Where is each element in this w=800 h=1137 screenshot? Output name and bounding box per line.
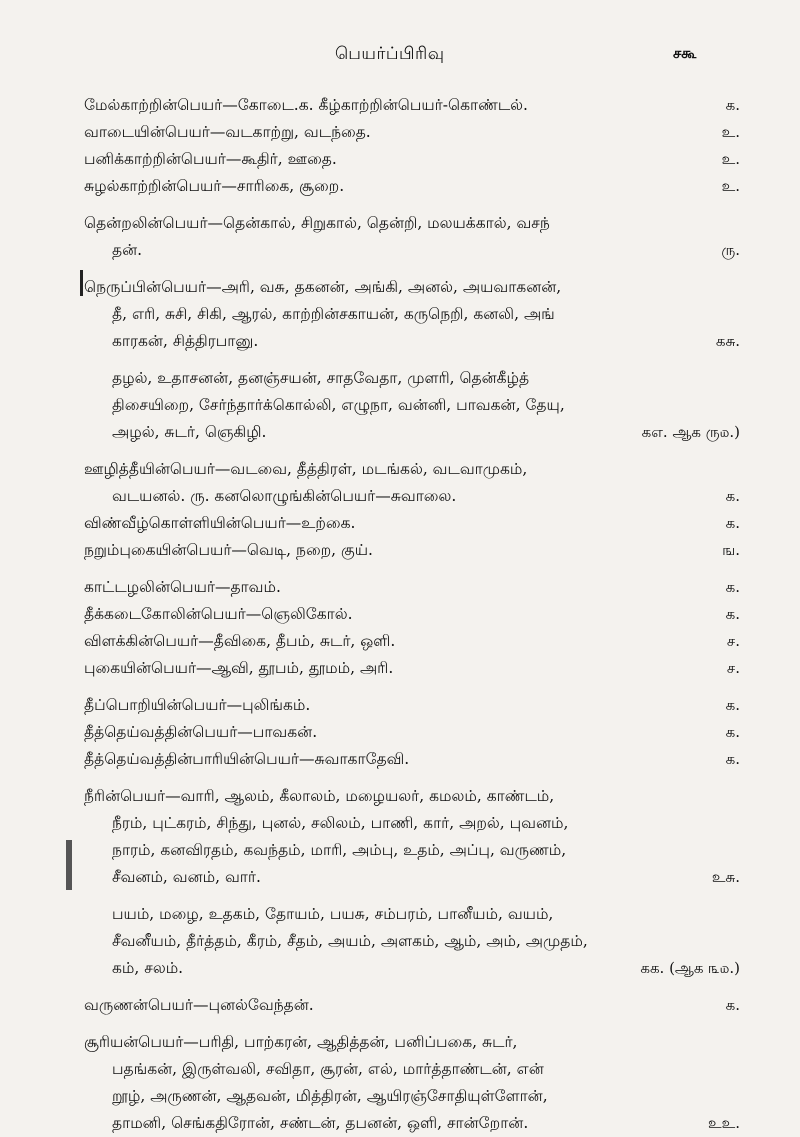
- dictionary-entry: [84, 601, 740, 628]
- running-title: பெயர்ப்பிரிவு: [335, 44, 445, 64]
- entry-spacer: [84, 682, 740, 692]
- entry-line: [84, 928, 740, 955]
- entry-line: [84, 510, 740, 537]
- entry-text: விளக்கின்பெயர்—தீவிகை, தீபம், சுடர், ஒளி.: [84, 632, 396, 650]
- entry-line: [84, 655, 740, 682]
- entry-count: உ.: [721, 123, 740, 141]
- entry-text: றூழ், அருணன், ஆதவன், மித்திரன், ஆயிரஞ்சோதியுள்ளோன்,: [112, 1087, 548, 1105]
- entry-line: [84, 837, 740, 864]
- entry-count: க.: [725, 723, 740, 741]
- dictionary-entry: [84, 1029, 740, 1137]
- page-header: [0, 40, 800, 70]
- entry-count: உசு.: [711, 868, 740, 886]
- entry-line: [84, 419, 740, 446]
- entry-count: உ.: [721, 150, 740, 168]
- entry-text: தழல், உதாசனன், தனஞ்சயன், சாதவேதா, முளரி, தென்கீழ்த்: [112, 369, 530, 387]
- entry-spacer: [84, 355, 740, 365]
- entry-line: [84, 1110, 740, 1137]
- dictionary-entry: [84, 274, 740, 355]
- entry-text: கம், சலம்.: [112, 959, 184, 977]
- entry-line: [84, 783, 740, 810]
- entry-line: [84, 210, 740, 237]
- dictionary-entry: [84, 92, 740, 119]
- entry-text: அழல், சுடர், ஞெகிழி.: [112, 423, 267, 441]
- dictionary-entry: [84, 783, 740, 891]
- dictionary-entry: [84, 719, 740, 746]
- entry-line: [84, 1029, 740, 1056]
- entry-text: சுழல்காற்றின்பெயர்—சாரிகை, சூறை.: [84, 177, 345, 195]
- entry-text: தீத்தெய்வத்தின்பாரியின்பெயர்—சுவாகாதேவி.: [84, 750, 410, 768]
- entry-line: [84, 864, 740, 891]
- entry-text: திசையிறை, சேர்ந்தார்க்கொல்லி, எழுநா, வன்னி, பாவகன், தேயு,: [112, 396, 565, 414]
- entry-spacer: [84, 564, 740, 574]
- entry-text: தாமனி, செங்கதிரோன், சண்டன், தபனன், ஒளி, சான்றோன்.: [112, 1114, 529, 1132]
- entry-text: புகையின்பெயர்—ஆவி, தூபம், தூமம், அரி.: [84, 659, 394, 677]
- entry-line: [84, 146, 740, 173]
- dictionary-entry: [84, 456, 740, 510]
- entry-text: தீக்கடைகோலின்பெயர்—ஞெலிகோல்.: [84, 605, 353, 623]
- entry-line: [84, 992, 740, 1019]
- dictionary-entry: [84, 537, 740, 564]
- entries-list: [84, 92, 740, 1137]
- entry-count: உஉ.: [708, 1114, 740, 1132]
- entry-line: [84, 537, 740, 564]
- dictionary-entry: [84, 746, 740, 773]
- entry-text: சீவனீயம், தீர்த்தம், கீரம், சீதம், அயம், அளகம், ஆம், அம், அமுதம்,: [112, 932, 588, 950]
- entry-text: பயம், மழை, உதகம், தோயம், பயசு, சம்பரம், பானீயம், வயம்,: [112, 905, 554, 923]
- entry-line: [84, 392, 740, 419]
- entry-count: க.: [725, 605, 740, 623]
- entry-line: [84, 301, 740, 328]
- dictionary-entry: [84, 119, 740, 146]
- entry-text: வடயனல். ரு. கனலொழுங்கின்பெயர்—சுவாலை.: [112, 487, 457, 505]
- binding-mark: [66, 840, 72, 890]
- dictionary-entry: [84, 146, 740, 173]
- entry-text: பதங்கன், இருள்வலி, சவிதா, சூரன், எல், மார்த்தாண்டன், என்: [112, 1060, 544, 1078]
- entry-line: [84, 1056, 740, 1083]
- entry-count: ச.: [726, 659, 740, 677]
- entry-count: கக. (ஆக ௩௰.): [640, 959, 740, 977]
- entry-text: தீத்தெய்வத்தின்பெயர்—பாவகன்.: [84, 723, 318, 741]
- entry-line: [84, 810, 740, 837]
- entry-text: தென்றலின்பெயர்—தென்கால், சிறுகால், தென்றி, மலயக்கால், வசந்: [84, 214, 550, 232]
- entry-count: ச.: [726, 632, 740, 650]
- entry-count: உ.: [721, 177, 740, 195]
- entry-text: பனிக்காற்றின்பெயர்—கூதிர், ஊதை.: [84, 150, 337, 168]
- entry-text: சீவனம், வனம், வார்.: [112, 868, 261, 886]
- entry-line: [84, 901, 740, 928]
- entry-text: ஊழித்தீயின்பெயர்—வடவை, தீத்திரள், மடங்கல், வடவாமுகம்,: [84, 460, 528, 478]
- entry-line: [84, 1083, 740, 1110]
- entry-spacer: [84, 1019, 740, 1029]
- entry-line: [84, 719, 740, 746]
- entry-line: [84, 173, 740, 200]
- entry-line: [84, 119, 740, 146]
- dictionary-entry: [84, 510, 740, 537]
- entry-text: சூரியன்பெயர்—பரிதி, பாற்கரன், ஆதித்தன், பனிப்பகை, சுடர்,: [84, 1033, 518, 1051]
- entry-text: நாரம், கனவிரதம், கவந்தம், மாரி, அம்பு, உதம், அப்பு, வருணம்,: [112, 841, 567, 859]
- entry-count: ரு.: [721, 241, 740, 259]
- dictionary-entry: [84, 692, 740, 719]
- entry-line: [84, 746, 740, 773]
- entry-count: க.: [725, 96, 740, 114]
- entry-count: க.: [725, 996, 740, 1014]
- dictionary-entry: [84, 574, 740, 601]
- dictionary-entry: [84, 210, 740, 264]
- entry-text: மேல்காற்றின்பெயர்—கோடை.க. கீழ்காற்றின்பெயர்-கொண்டல்.: [84, 96, 528, 114]
- entry-count: க.: [725, 514, 740, 532]
- entry-line: [84, 574, 740, 601]
- dictionary-entry: [84, 628, 740, 655]
- entry-spacer: [84, 446, 740, 456]
- entry-count: கசு.: [715, 332, 740, 350]
- entry-text: நெருப்பின்பெயர்—அரி, வசு, தகனன், அங்கி, அனல், அயவாகனன்,: [84, 278, 562, 296]
- entry-text: விண்வீழ்கொள்ளியின்பெயர்—உற்கை.: [84, 514, 356, 532]
- dictionary-entry: [84, 365, 740, 446]
- binding-mark: [80, 270, 83, 296]
- entry-line: [84, 456, 740, 483]
- entry-line: [84, 955, 740, 982]
- entry-line: [84, 237, 740, 264]
- entry-spacer: [84, 891, 740, 901]
- dictionary-entry: [84, 173, 740, 200]
- entry-spacer: [84, 982, 740, 992]
- entry-spacer: [84, 200, 740, 210]
- entry-line: [84, 365, 740, 392]
- entry-spacer: [84, 773, 740, 783]
- entry-line: [84, 483, 740, 510]
- entry-line: [84, 601, 740, 628]
- entry-text: வாடையின்பெயர்—வடகாற்று, வடந்தை.: [84, 123, 371, 141]
- entry-line: [84, 628, 740, 655]
- entry-line: [84, 692, 740, 719]
- entry-spacer: [84, 264, 740, 274]
- entry-count: க.: [725, 578, 740, 596]
- page-number: சகூ: [673, 44, 697, 62]
- dictionary-entry: [84, 901, 740, 982]
- entry-text: வருணன்பெயர்—புனல்வேந்தன்.: [84, 996, 314, 1014]
- entry-line: [84, 274, 740, 301]
- entry-text: நீரம், புட்கரம், சிந்து, புனல், சலிலம், பாணி, கார், அறல், புவனம்,: [112, 814, 569, 832]
- entry-text: நீரின்பெயர்—வாரி, ஆலம், கீலாலம், மழையலர், கமலம், காண்டம்,: [84, 787, 555, 805]
- entry-count: க.: [725, 750, 740, 768]
- entry-text: காட்டழலின்பெயர்—தாவம்.: [84, 578, 281, 596]
- dictionary-entry: [84, 992, 740, 1019]
- dictionary-entry: [84, 655, 740, 682]
- entry-line: [84, 328, 740, 355]
- entry-text: தீ, எரி, சுசி, சிகி, ஆரல், காற்றின்சகாயன், கருநெறி, கனலி, அங்: [112, 305, 555, 323]
- entry-count: க.: [725, 696, 740, 714]
- entry-text: காரகன், சித்திரபானு.: [112, 332, 259, 350]
- entry-count: கஎ. ஆக ரு௰.): [641, 423, 740, 441]
- entry-line: [84, 92, 740, 119]
- entry-text: தீப்பொறியின்பெயர்—புலிங்கம்.: [84, 696, 311, 714]
- entry-count: ங.: [722, 541, 740, 559]
- entry-text: தன்.: [112, 241, 143, 259]
- entry-count: க.: [725, 487, 740, 505]
- entry-text: நறும்புகையின்பெயர்—வெடி, நறை, குய்.: [84, 541, 373, 559]
